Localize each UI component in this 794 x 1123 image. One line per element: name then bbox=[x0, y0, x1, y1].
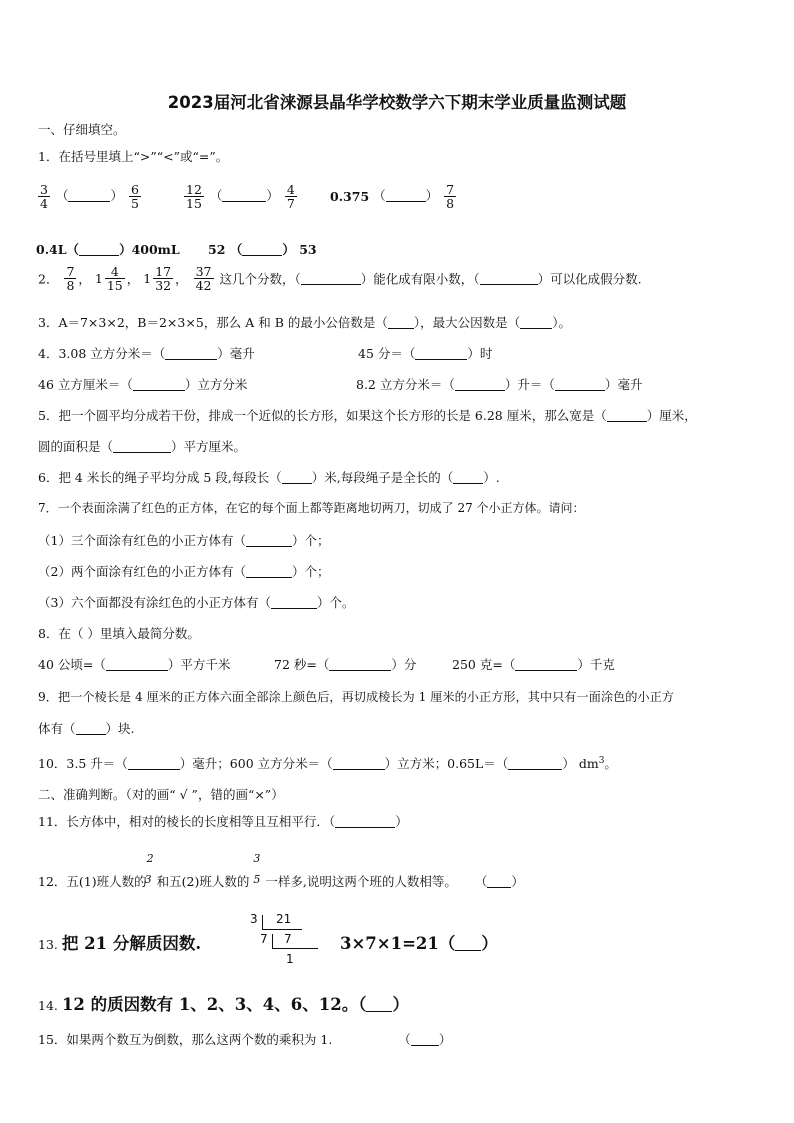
fraction: $\frac{12}{15}$ bbox=[186, 182, 202, 212]
section-2-heading: 二、准确判断。（对的画“ √ ”，错的画“×”） bbox=[38, 787, 284, 802]
answer-blank[interactable] bbox=[242, 243, 282, 256]
answer-blank[interactable] bbox=[455, 938, 481, 951]
q1-row1-c: 0.375 （ ） $\frac{7}{8}$ bbox=[330, 182, 455, 212]
q8-b: 72 秒=（ ）分 bbox=[274, 657, 417, 672]
q7-sub2: （2）两个面涂有红色的小正方体有（ ）个； bbox=[38, 564, 330, 579]
answer-blank[interactable] bbox=[508, 757, 562, 770]
q12: 12．五(1)班人数的 2 3 和五(2)班人数的 3 5 一样多,说明这两个班的人数相等。 （ ） bbox=[38, 852, 524, 889]
answer-blank[interactable] bbox=[607, 409, 647, 422]
small-fraction: 3 5 bbox=[253, 852, 261, 886]
answer-blank[interactable] bbox=[79, 243, 119, 256]
answer-blank[interactable] bbox=[480, 272, 538, 285]
fraction: $\frac{37}{42}$ bbox=[195, 264, 212, 294]
q15: 15．如果两个数互为倒数，那么这两个数的乘积为 1. （ ） bbox=[38, 1032, 452, 1047]
answer-blank[interactable] bbox=[68, 189, 110, 202]
q4-c: 46 立方厘米＝（ ）立方分米 bbox=[38, 377, 248, 392]
q9-line2: 体有（ ）块. bbox=[38, 721, 135, 736]
q9-line1: 9．把一个棱长是 4 厘米的正方体六面全部涂上颜色后，再切成棱长为 1 厘米的小正方形，其中只有一面涂色的小正方 bbox=[38, 690, 674, 704]
q14: 14. 12 的质因数有 1、2、3、4、6、12。（ ） bbox=[38, 995, 409, 1014]
q13: 13. 把 21 分解质因数. bbox=[38, 934, 202, 953]
answer-blank[interactable] bbox=[411, 1033, 439, 1046]
answer-blank[interactable] bbox=[555, 378, 605, 391]
q8-a: 40 公顷=（ ）平方千米 bbox=[38, 657, 231, 672]
q5-line1: 5．把一个圆平均分成若干份，排成一个近似的长方形，如果这个长方形的长是 6.28 厘米，那么宽是（ ）厘米， bbox=[38, 408, 697, 423]
fraction: $\frac{3}{4}$ bbox=[40, 182, 48, 212]
q11: 11．长方体中，相对的棱长的长度相等且互相平行．（ ） bbox=[38, 814, 408, 829]
answer-blank[interactable] bbox=[515, 658, 577, 671]
answer-blank[interactable] bbox=[335, 815, 395, 828]
q4-b: 45 分＝（ ）时 bbox=[358, 346, 493, 361]
q5-line2: 圆的面积是（ ）平方厘米。 bbox=[38, 439, 247, 454]
section-1-heading: 一、仔细填空。 bbox=[38, 122, 126, 137]
answer-blank[interactable] bbox=[388, 316, 414, 329]
fraction: $\frac{4}{15}$ bbox=[106, 264, 123, 294]
answer-blank[interactable] bbox=[455, 378, 505, 391]
q4-a: 4．3.08 立方分米＝（ ）毫升 bbox=[38, 346, 255, 361]
q7-sub3: （3）六个面都没有涂红色的小正方体有（ ）个。 bbox=[38, 595, 355, 610]
q1-row1: $\frac{3}{4}$ （ ） $\frac{6}{5}$ bbox=[40, 182, 139, 212]
small-fraction: 2 3 bbox=[144, 852, 154, 886]
answer-blank[interactable] bbox=[133, 378, 185, 391]
answer-blank[interactable] bbox=[386, 189, 426, 202]
answer-blank[interactable] bbox=[128, 757, 180, 770]
answer-blank[interactable] bbox=[106, 658, 168, 671]
answer-blank[interactable] bbox=[165, 347, 217, 360]
answer-blank[interactable] bbox=[301, 272, 361, 285]
q4-d: 8.2 立方分米＝（ ）升＝（ ）毫升 bbox=[356, 377, 643, 392]
q2: 2． $\frac{7}{8}$ ， 1 $\frac{4}{15}$ ， 1 $\frac{17}{32}$ ， $\frac{37}{42}$ 这几个分数，（ ）能化成有限小数，（ ）可以化成假分数. bbox=[38, 264, 642, 294]
q7-stem: 7．一个表面涂满了红色的正方体，在它的每个面上都等距离地切两刀，切成了 27 个小正方体。请问： bbox=[38, 501, 585, 515]
answer-blank[interactable] bbox=[222, 189, 266, 202]
fraction: $\frac{4}{7}$ bbox=[286, 182, 295, 212]
fraction: $\frac{7}{8}$ bbox=[446, 182, 455, 212]
answer-blank[interactable] bbox=[246, 534, 292, 547]
answer-blank[interactable] bbox=[415, 347, 467, 360]
answer-blank[interactable] bbox=[282, 471, 312, 484]
q8-stem: 8．在（ ）里填入最简分数。 bbox=[38, 626, 200, 641]
answer-blank[interactable] bbox=[329, 658, 391, 671]
answer-blank[interactable] bbox=[453, 471, 483, 484]
q10: 10．3.5 升＝（ ）毫升；600 立方分米＝（ ）立方米；0.65L＝（ ） $dm^3$。 bbox=[38, 755, 617, 771]
prime-factor-short-division: 3 21 7 7 1 bbox=[248, 912, 323, 968]
answer-blank[interactable] bbox=[246, 565, 292, 578]
q1-row2: 0.4L（ ）400mL 52 （ ） 53 bbox=[36, 242, 317, 257]
q6: 6．把 4 米长的绳子平均分成 5 段,每段长（ ）米,每段绳子是全长的（ ）. bbox=[38, 470, 500, 485]
answer-blank[interactable] bbox=[520, 316, 552, 329]
fraction: $\frac{7}{8}$ bbox=[66, 264, 75, 294]
q8-c: 250 克=（ ）千克 bbox=[452, 657, 615, 672]
answer-blank[interactable] bbox=[113, 440, 171, 453]
q13-result: 3×7×1=21（ ） bbox=[340, 934, 498, 953]
q3: 3．A＝7×3×2，B＝2×3×5，那么 A 和 B 的最小公倍数是（ ），最大公因数是（ ）。 bbox=[38, 315, 571, 330]
answer-blank[interactable] bbox=[271, 596, 317, 609]
fraction: $\frac{6}{5}$ bbox=[130, 182, 139, 212]
fraction: $\frac{17}{32}$ bbox=[155, 264, 172, 294]
answer-blank[interactable] bbox=[76, 722, 106, 735]
q1-stem: 1．在括号里填上“>”“<”或“=”。 bbox=[38, 149, 229, 164]
page-title: 2023届河北省涞源县晶华学校数学六下期末学业质量监测试题 bbox=[167, 93, 627, 112]
q1-row1-b: $\frac{12}{15}$ （ ） $\frac{4}{7}$ bbox=[186, 182, 295, 212]
q7-sub1: （1）三个面涂有红色的小正方体有（ ）个； bbox=[38, 533, 330, 548]
answer-blank[interactable] bbox=[487, 875, 511, 888]
answer-blank[interactable] bbox=[333, 757, 385, 770]
answer-blank[interactable] bbox=[366, 999, 392, 1012]
